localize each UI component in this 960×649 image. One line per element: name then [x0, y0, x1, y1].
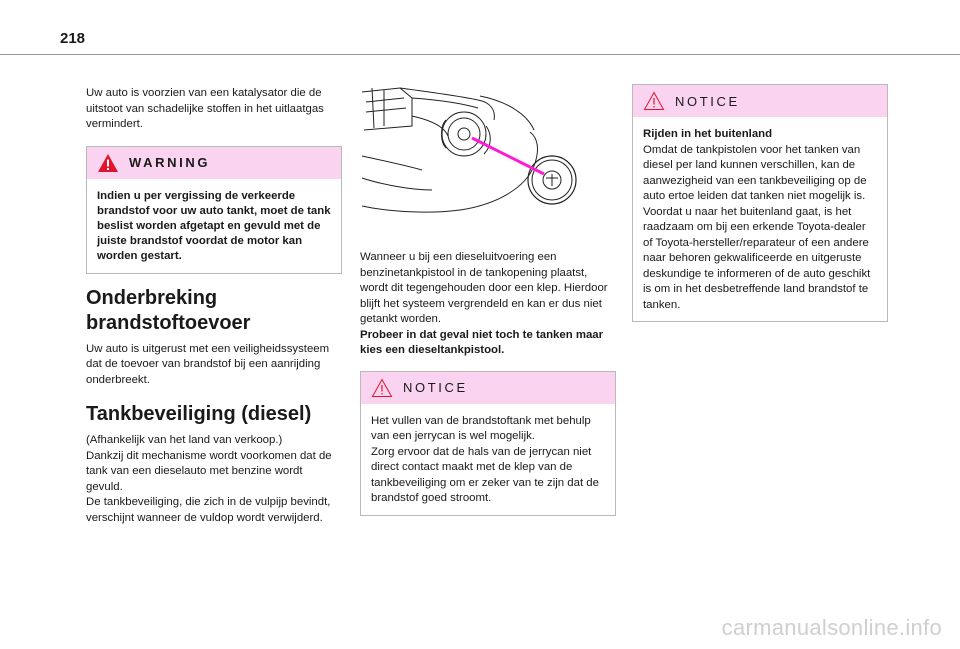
misfuel-availability-text: (Afhankelijk van het land van verkoop.): [86, 434, 283, 447]
misfuel-location-text: De tankbeveiliging, die zich in de vulpijp bevindt, verschijnt wanneer de vuldop wordt verwijderd.: [86, 496, 331, 524]
diesel-advice-text: Probeer in dat geval niet toch te tanken maar kies een dieseltankpistool.: [360, 328, 604, 356]
warning-text: Indien u per vergissing de verkeerde brandstof voor uw auto tankt, moet de tank beslist worden afgetapt en gevuld met de juiste brandstof voordat de motor kan worden gestart.: [97, 189, 331, 263]
fuel-filler-illustration: [360, 86, 616, 234]
warning-box: [86, 146, 342, 274]
notice-header-jerrycan: [361, 372, 615, 404]
fuel-cutoff-text: Uw auto is uitgerust met een veiligheidssysteem dat de toevoer van brandstof bij een aanrijding onderbreekt.: [86, 342, 330, 386]
notice-box-abroad: [632, 84, 888, 322]
jerrycan-text-1: Het vullen van de brandstoftank met behulp van een jerrycan is wel mogelijk.: [371, 414, 591, 442]
jerrycan-text-2: Zorg ervoor dat de hals van de jerrycan niet direct contact maakt met de klep van de tankbeveiliging om er zeker van te zijn dat de brandstof goed stroomt.: [371, 445, 599, 504]
misfuel-purpose-text: Dankzij dit mechanisme wordt voorkomen dat de tank van een dieselauto met benzine wordt gevuld.: [86, 449, 332, 493]
catalyst-intro: Uw auto is voorzien van een katalysator die de uitstoot van schadelijke stoffen in het uitlaatgas vermindert.: [86, 87, 324, 130]
page-number: 218: [60, 30, 86, 47]
column-right: [632, 84, 888, 322]
warning-triangle-icon: [97, 153, 119, 173]
column-middle: [360, 86, 616, 516]
notice-title-abroad: NOTICE: [675, 93, 740, 109]
notice-header-abroad: [633, 85, 887, 117]
abroad-heading: Rijden in het buitenland: [643, 128, 773, 140]
notice-triangle-icon: [643, 91, 665, 111]
watermark: carmanualsonline.info: [721, 615, 942, 640]
column-left: [86, 80, 342, 526]
section-heading-misfuel-protection: Tankbeveiliging (diesel): [86, 403, 312, 426]
diesel-valve-text: Wanneer u bij een dieseluitvoering een benzinetankpistool in de tankopening plaatst, wordt dit tegengehouden door een klep. Hierdoor blijft het systeem vergrendeld en kan er dus niet getankt worden.: [360, 251, 608, 325]
warning-header: [87, 147, 341, 179]
section-heading-fuel-cutoff: Onderbreking brandstoftoevoer: [86, 286, 251, 334]
notice-triangle-icon: [371, 378, 393, 398]
warning-title: WARNING: [129, 155, 211, 170]
notice-box-jerrycan: [360, 371, 616, 516]
notice-title-jerrycan: NOTICE: [403, 380, 468, 395]
header-rule: [0, 54, 960, 55]
abroad-text: Omdat de tankpistolen voor het tanken van diesel per land kunnen verschillen, kan de aanwezigheid van een tankbeveiliging op de auto ertoe leiden dat tanken niet mogelijk is. Voordat u naar het buitenland gaat, is het raadzaam om bij een erkende Toyota-dealer of Toyota-hersteller/reparateur of een andere naar behoren gekwalificeerde en uitgeruste deskundige te informeren of de auto geschikt is om in het desbetreffende land brandstof te tanken.: [643, 143, 871, 311]
